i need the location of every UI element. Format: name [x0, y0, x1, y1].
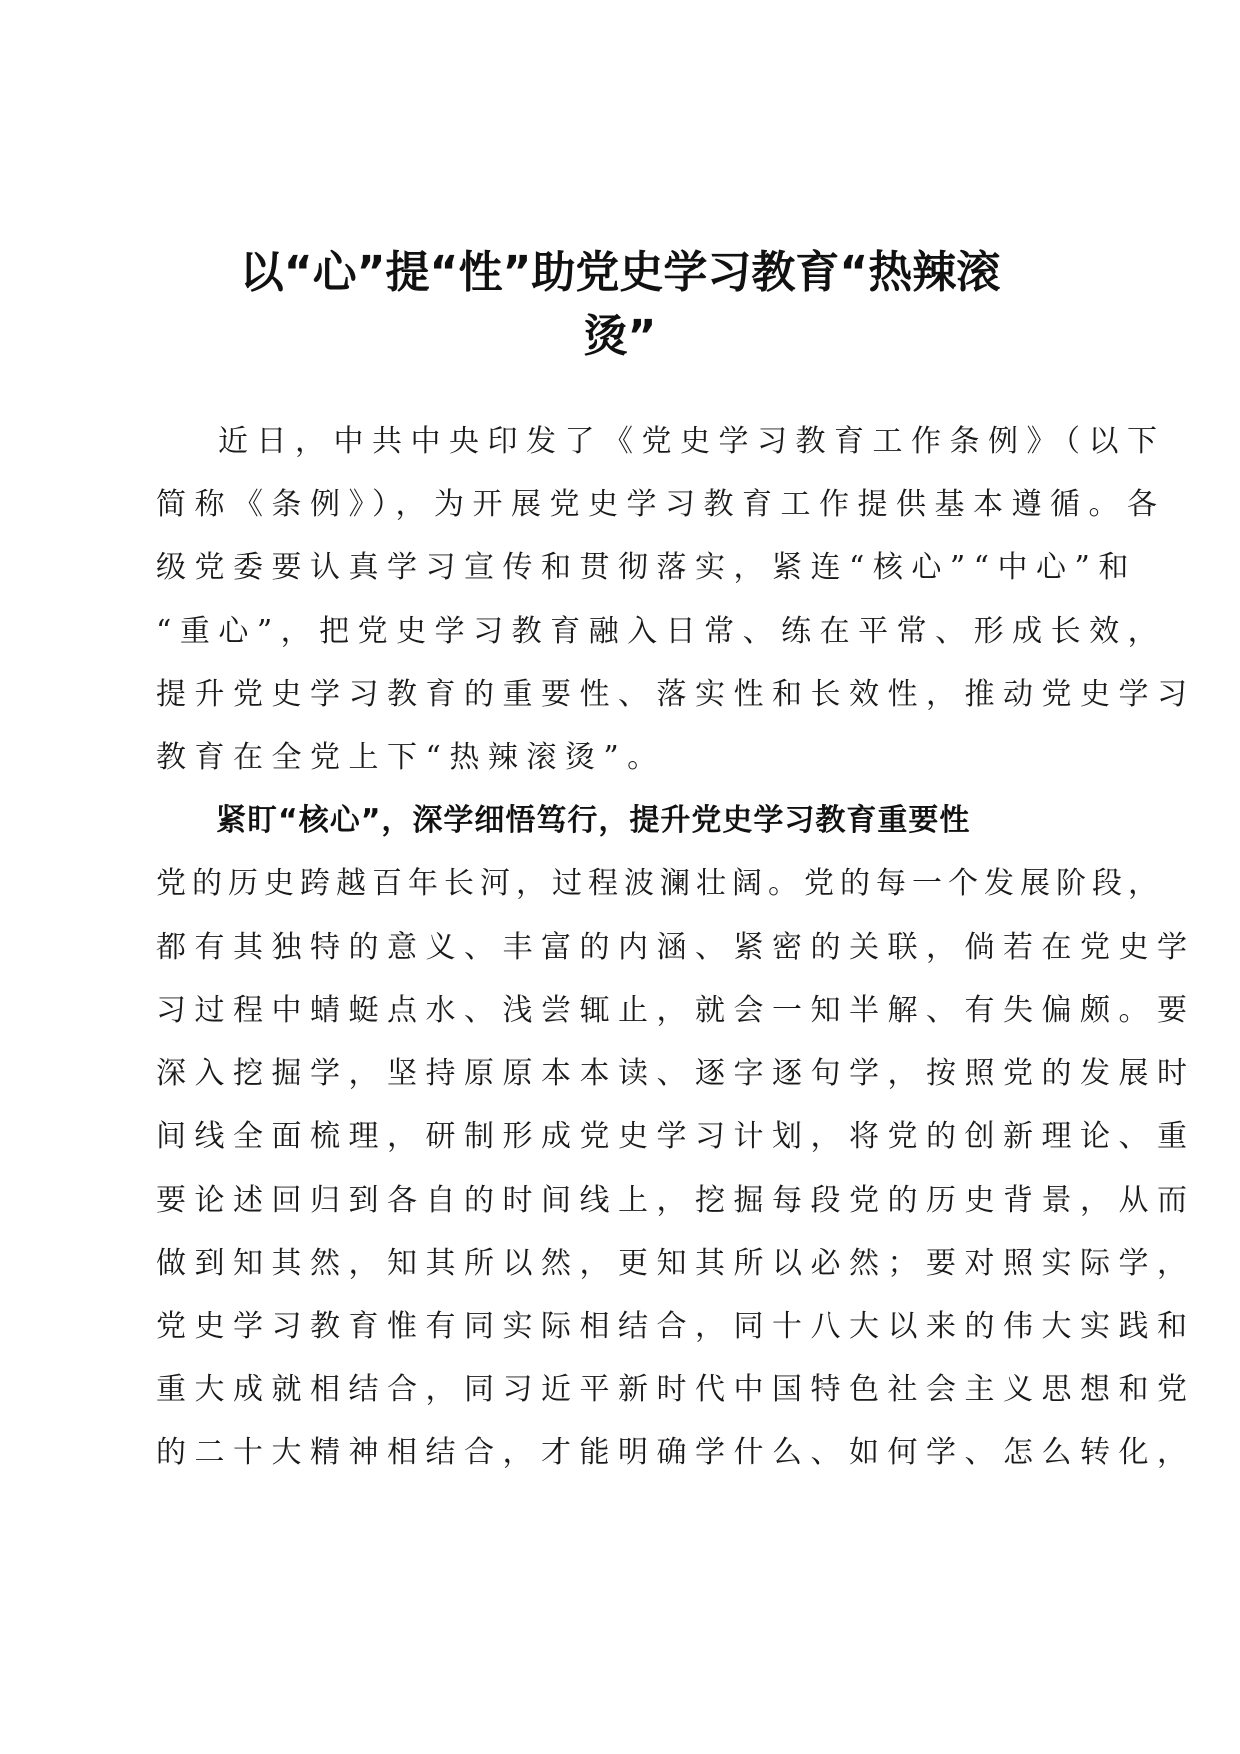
section-heading: 紧盯“核心”，深学细悟笃行，提升党史学习教育重要性 — [216, 803, 971, 838]
paragraph-line: 党史学习教育惟有同实际相结合，同十八大以来的伟大实践和 — [156, 1309, 1196, 1344]
paragraph-line: 要论述回归到各自的时间线上，挖掘每段党的历史背景，从而 — [156, 1183, 1196, 1218]
document-title-line-1: 以“心”提“性”助党史学习教育“热辣滚 — [239, 247, 1001, 298]
paragraph-line: 近日，中共中央印发了《党史学习教育工作条例》（以下 — [218, 424, 1166, 459]
document-title-line-2: 烫” — [583, 311, 657, 362]
paragraph-line: 级党委要认真学习宣传和贯彻落实，紧连“核心”“中心”和 — [156, 550, 1137, 585]
paragraph-line: 教育在全党上下“热辣滚烫”。 — [156, 740, 666, 775]
paragraph-line: 提升党史学习教育的重要性、落实性和长效性，推动党史学习 — [156, 677, 1196, 712]
paragraph-line: 重大成就相结合，同习近平新时代中国特色社会主义思想和党 — [156, 1372, 1196, 1407]
paragraph-line: “重心”，把党史学习教育融入日常、练在平常、形成长效， — [156, 614, 1167, 649]
paragraph-line: 间线全面梳理，研制形成党史学习计划，将党的创新理论、重 — [156, 1119, 1196, 1154]
paragraph-line: 简称《条例》），为开展党史学习教育工作提供基本遵循。各 — [156, 487, 1166, 522]
paragraph-line: 做到知其然，知其所以然，更知其所以必然；要对照实际学， — [156, 1246, 1196, 1281]
paragraph-line: 都有其独特的意义、丰富的内涵、紧密的关联，倘若在党史学 — [156, 930, 1196, 965]
paragraph-line: 的二十大精神相结合，才能明确学什么、如何学、怎么转化， — [156, 1435, 1196, 1470]
paragraph-line: 深入挖掘学，坚持原原本本读、逐字逐句学，按照党的发展时 — [156, 1056, 1196, 1091]
paragraph-line: 习过程中蜻蜓点水、浅尝辄止，就会一知半解、有失偏颇。要 — [156, 993, 1196, 1028]
paragraph-line: 党的历史跨越百年长河，过程波澜壮阔。党的每一个发展阶段， — [156, 866, 1164, 901]
